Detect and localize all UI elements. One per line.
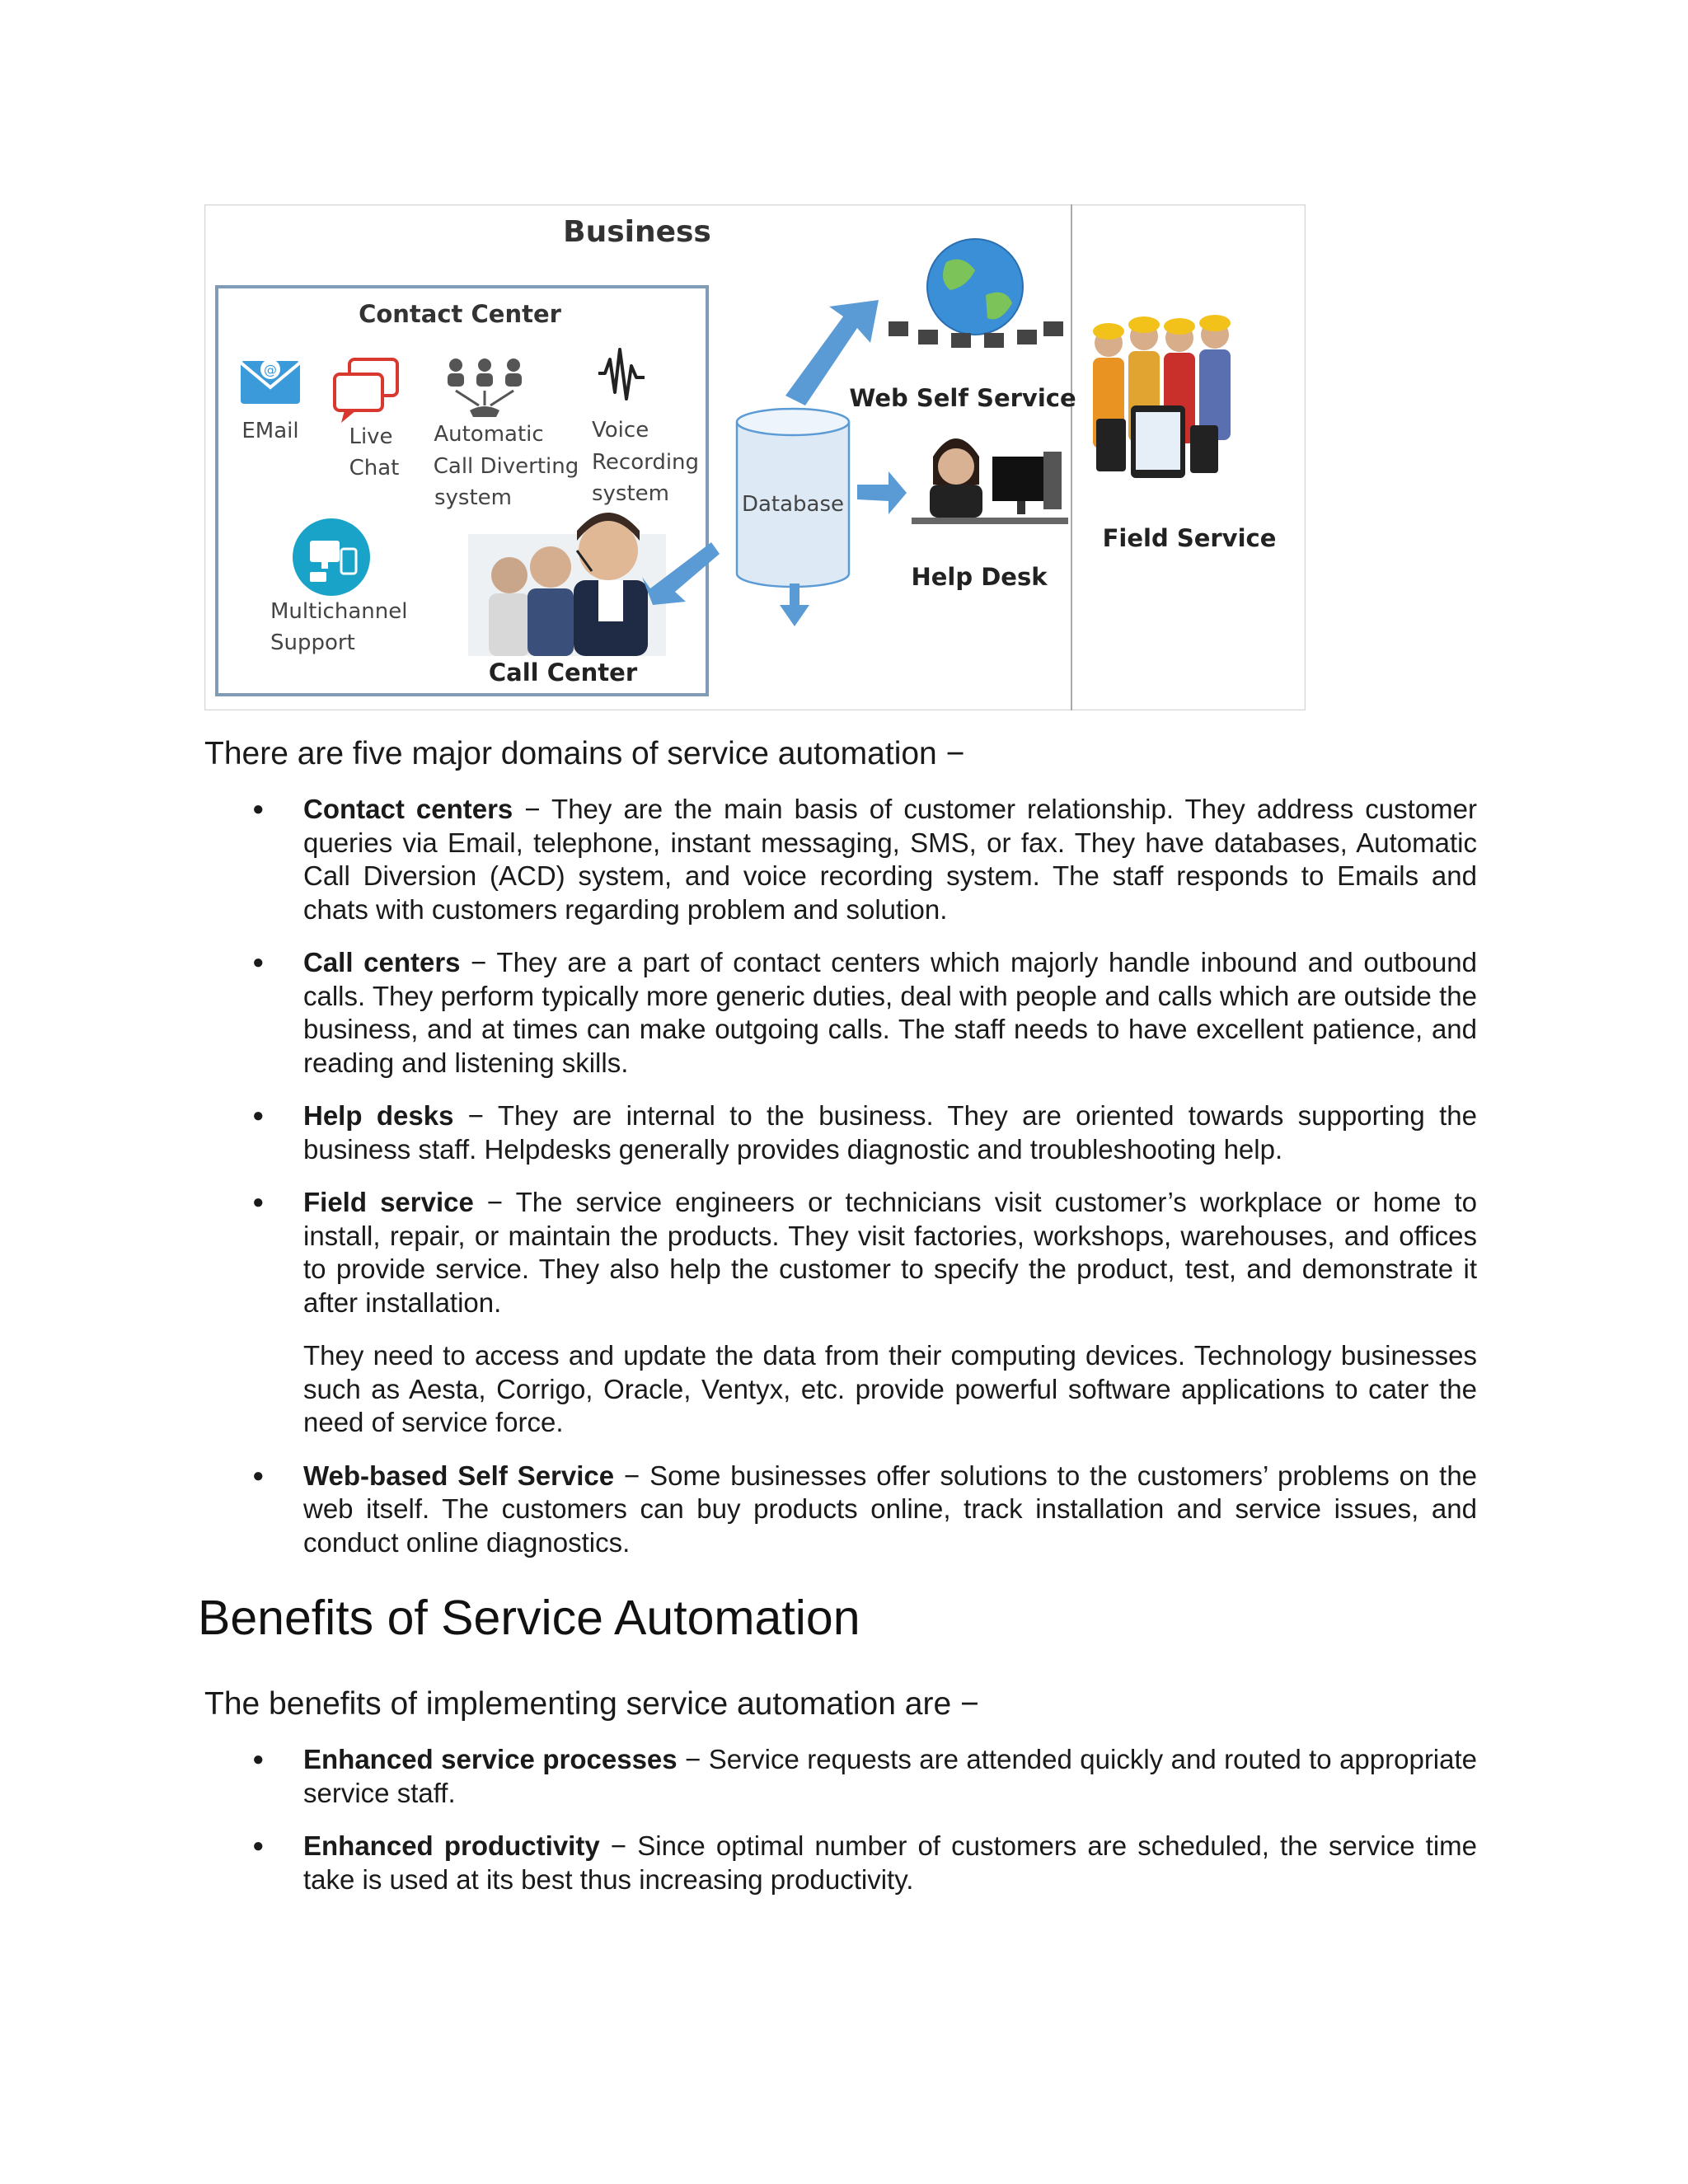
multichannel-icon: [293, 518, 370, 596]
list-item-web-self-service: [0, 1460, 1477, 1560]
term-field-service: Field service: [303, 1187, 474, 1217]
voice-recording-label-line1: Voice: [592, 418, 649, 443]
email-icon: [241, 359, 300, 404]
multichannel-label-line2: Support: [270, 630, 355, 655]
term-web-self-service: Web-based Self Service: [303, 1460, 615, 1491]
separator: −: [677, 1744, 709, 1774]
separator: −: [599, 1830, 638, 1861]
list-item-help-desks: [0, 1099, 1477, 1166]
domains-list: [0, 793, 1477, 1579]
business-label: Business: [563, 215, 711, 249]
voice-recording-label-line2: Recording: [592, 450, 700, 475]
help-desk-label: Help Desk: [911, 563, 1048, 591]
desc-enhanced-productivity: Since optimal number of customers are scheduled, the service time take is used at its best thus increasing productivity.: [303, 1830, 1478, 1895]
list-item-call-centers: [0, 946, 1477, 1080]
list-item-field-service: [0, 1186, 1477, 1440]
list-item-enhanced-productivity: [0, 1830, 1477, 1896]
term-help-desks: Help desks: [303, 1100, 454, 1131]
benefits-heading: Benefits of Service Automation: [198, 1591, 860, 1645]
desc-help-desks: They are internal to the business. They are oriented towards supporting the business staff. Helpdesks generally provides diagnostic and troubleshooting help.: [303, 1100, 1478, 1165]
call-center-agents-image: [468, 513, 666, 656]
multichannel-label-line1: Multichannel: [270, 599, 408, 624]
term-enhanced-service-processes: Enhanced service processes: [303, 1744, 678, 1774]
call-center-label: Call Center: [488, 658, 638, 687]
desc-call-centers: They are a part of contact centers which majorly handle inbound and outbound calls. They perform typically more generic duties, deal with people and calls which are outside the business, and at times can make outgoing calls. The staff needs to have excellent patience, and reading and listening skills.: [303, 947, 1478, 1078]
separator: −: [473, 1187, 516, 1217]
term-enhanced-productivity: Enhanced productivity: [303, 1830, 600, 1861]
term-contact-centers: Contact centers: [303, 794, 513, 824]
email-label: EMail: [241, 419, 299, 443]
voice-recording-label-line3: system: [592, 481, 669, 506]
live-chat-label-line1: Live: [349, 424, 393, 449]
database-label: Database: [741, 492, 845, 517]
call-diverting-label-line2: Call Diverting: [433, 454, 579, 479]
call-diverting-label-line1: Automatic: [434, 422, 544, 447]
live-chat-label-line2: Chat: [349, 456, 400, 480]
call-diverting-label-line3: system: [434, 485, 512, 510]
separator: −: [453, 1100, 498, 1131]
separator: −: [460, 947, 497, 977]
desc-field-service-continuation: They need to access and update the data from their computing devices. Technology businesses such as Aesta, Corrigo, Oracle, Ventyx, etc. provide powerful software applications to cater the need of service force.: [303, 1340, 1477, 1437]
list-item-enhanced-service-processes: [0, 1743, 1477, 1810]
benefits-list: [0, 1743, 1477, 1916]
field-service-label: Field Service: [1102, 524, 1277, 552]
contact-center-label: Contact Center: [359, 300, 561, 328]
desc-field-service: The service engineers or technicians visit customer’s workplace or home to install, repair, or maintain the products. They visit factories, workshops, warehouses, and offices to provide service. They also help the customer to specify the product, test, and demonstrate it after installation.: [303, 1187, 1477, 1318]
separator: −: [614, 1460, 650, 1491]
service-automation-diagram: [204, 204, 1306, 710]
separator: −: [513, 794, 552, 824]
domains-intro: There are five major domains of service automation −: [204, 736, 965, 771]
desc-contact-centers: They are the main basis of customer relationship. They address customer queries via Email, telephone, instant messaging, SMS, or fax. They have databases, Automatic Call Diversion (ACD) system, and voice recording system. The staff responds to Emails and chats with customers regarding problem and solution.: [303, 794, 1477, 925]
desc-enhanced-service-processes: Service requests are attended quickly and routed to appropriate service staff.: [303, 1744, 1478, 1808]
term-call-centers: Call centers: [303, 947, 461, 977]
web-self-service-label: Web Self Service: [849, 384, 1076, 412]
list-item-contact-centers: [0, 793, 1477, 926]
benefits-intro: The benefits of implementing service automation are −: [204, 1686, 979, 1722]
svg-text:@: @: [264, 362, 277, 377]
desc-web-self-service: Some businesses offer solutions to the customers’ problems on the web itself. The customers can buy products online, track installation and service issues, and conduct online diagnostics.: [303, 1460, 1478, 1558]
